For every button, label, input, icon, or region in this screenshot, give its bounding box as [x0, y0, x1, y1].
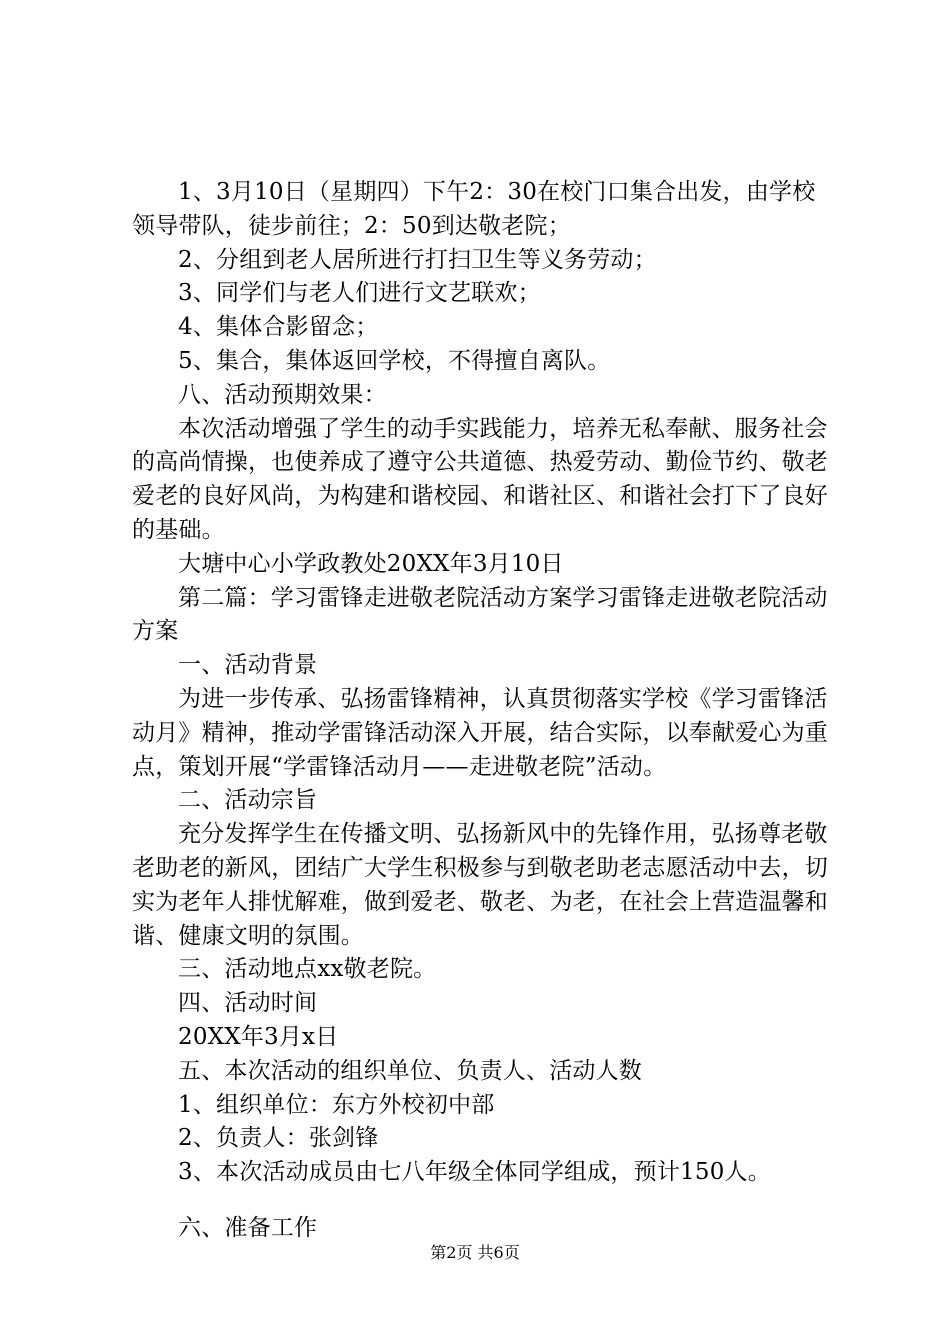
section-heading-background: 一、活动背景	[178, 652, 318, 679]
paragraph-spacer	[132, 1190, 832, 1212]
paragraph-schedule-3: 3、同学们与老人们进行文艺联欢；	[178, 280, 541, 307]
section-heading-time: 四、活动时间	[178, 990, 318, 1017]
paragraph-expected-effect: 本次活动增强了学生的动手实践能力，培养无私奉献、服务社会的高尚情操，也使养成了遵守公共道德、热爱劳动、勤俭节约、敬老爱老的良好风尚，为构建和谐校园、和谐社区、和谐社会打下了良好的基础。	[132, 415, 828, 543]
paragraph-background: 为进一步传承、弘扬雷锋精神，认真贯彻落实学校《学习雷锋活动月》精神，推动学雷锋活动深入开展，结合实际，以奉献爱心为重点，策划开展“学雷锋活动月——走进敬老院”活动。	[132, 685, 828, 780]
paragraph-time: 20XX年3月x日	[178, 1023, 339, 1050]
paragraph-organization-2: 2、负责人：张剑锋	[178, 1125, 379, 1152]
chapter-title: 第二篇：学习雷锋走进敬老院活动方案学习雷锋走进敬老院活动方案	[132, 584, 828, 645]
section-heading-preparation: 六、准备工作	[178, 1214, 318, 1241]
section-heading-expected-effect: 八、活动预期效果：	[178, 381, 387, 408]
section-heading-organization: 五、本次活动的组织单位、负责人、活动人数	[178, 1057, 642, 1084]
paragraph-schedule-4: 4、集体合影留念；	[178, 314, 379, 341]
paragraph-organization-3: 3、本次活动成员由七八年级全体同学组成，预计150人。	[178, 1159, 771, 1186]
paragraph-purpose: 充分发挥学生在传播文明、弘扬新风中的先锋作用，弘扬尊老敬老助老的新风，团结广大学生积极参与到敬老助老志愿活动中去，切实为老年人排忧解难，做到爱老、敬老、为老，在社会上营造温馨和谐、健康文明的氛围。	[132, 821, 828, 949]
document-body	[132, 176, 832, 1246]
paragraph-schedule-5: 5、集合，集体返回学校，不得擅自离队。	[178, 347, 611, 374]
page-number-footer: 第2页 共6页	[430, 1243, 520, 1262]
paragraph-schedule-2: 2、分组到老人居所进行打扫卫生等义务劳动；	[178, 246, 657, 273]
paragraph-schedule-1: 1、3月10日（星期四）下午2：30在校门口集合出发，由学校领导带队，徒步前往；2：50到达敬老院；	[132, 179, 816, 239]
section-heading-location: 三、活动地点xx敬老院。	[178, 956, 437, 983]
paragraph-signature: 大塘中心小学政教处20XX年3月10日	[178, 550, 564, 577]
section-heading-purpose: 二、活动宗旨	[178, 787, 318, 814]
paragraph-organization-1: 1、组织单位：东方外校初中部	[178, 1091, 495, 1118]
